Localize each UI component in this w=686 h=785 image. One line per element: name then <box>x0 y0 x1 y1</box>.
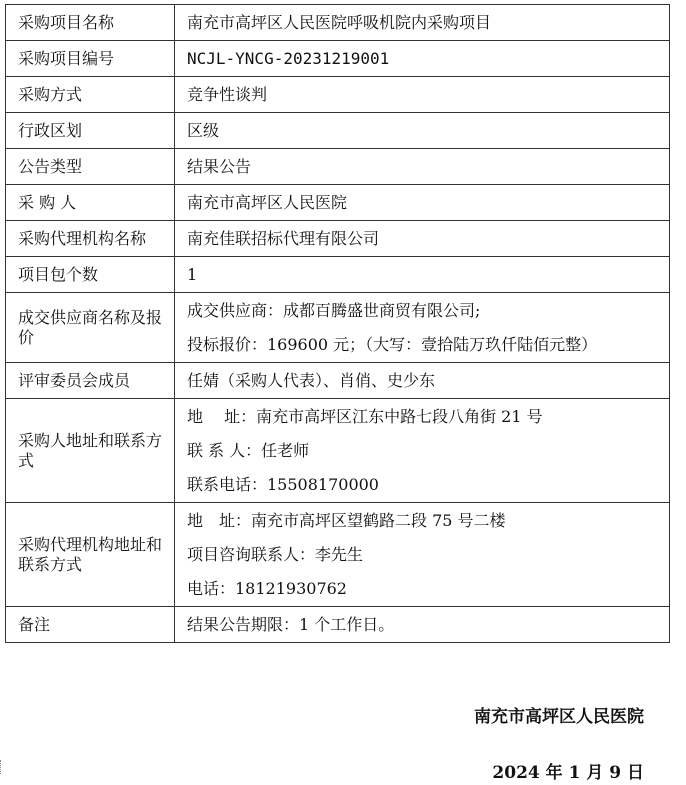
value-purchaser: 南充市高坪区人民医院 <box>175 185 670 221</box>
announcement-table <box>5 4 670 643</box>
row-notice-type <box>6 149 670 185</box>
row-purchaser <box>6 185 670 221</box>
agency-contact-person-line: 项目咨询联系人：李先生 <box>187 545 364 564</box>
row-remarks <box>6 607 670 643</box>
agency-phone-line: 电话：18121930762 <box>187 579 347 598</box>
label-purchaser: 采 购 人 <box>6 185 175 221</box>
label-notice-type: 公告类型 <box>6 149 175 185</box>
row-project-name <box>6 5 670 41</box>
row-purchaser-contact <box>6 399 670 503</box>
value-package-count: 1 <box>175 257 670 293</box>
label-project-number: 采购项目编号 <box>6 41 175 77</box>
purchaser-address-line: 地 址：南充市高坪区江东中路七段八角街 21 号 <box>187 407 543 426</box>
row-agency-name <box>6 221 670 257</box>
row-review-committee <box>6 363 670 399</box>
value-agency-name: 南充佳联招标代理有限公司 <box>175 221 670 257</box>
signature-organization: 南充市高坪区人民医院 <box>474 707 644 727</box>
label-agency-name: 采购代理机构名称 <box>6 221 175 257</box>
purchaser-phone-line: 联系电话：15508170000 <box>187 475 379 494</box>
value-procurement-method: 竞争性谈判 <box>175 77 670 113</box>
label-supplier-quote: 成交供应商名称及报价 <box>6 293 175 363</box>
label-review-committee: 评审委员会成员 <box>6 363 175 399</box>
label-project-name: 采购项目名称 <box>6 5 175 41</box>
agency-address-line: 地 址：南充市高坪区望鹤路二段 75 号二楼 <box>187 511 506 530</box>
label-purchaser-contact: 采购人地址和联系方式 <box>6 399 175 503</box>
value-purchaser-contact <box>175 399 670 503</box>
value-project-number: NCJL-YNCG-20231219001 <box>175 41 670 77</box>
row-project-number <box>6 41 670 77</box>
value-remarks: 结果公告期限：1 个工作日。 <box>175 607 670 643</box>
value-admin-division: 区级 <box>175 113 670 149</box>
scan-edge-mark <box>0 760 3 774</box>
label-procurement-method: 采购方式 <box>6 77 175 113</box>
row-supplier-quote <box>6 293 670 363</box>
row-package-count <box>6 257 670 293</box>
value-supplier-quote <box>175 293 670 363</box>
bid-price-line: 投标报价：169600 元；（大写：壹拾陆万玖仟陆佰元整） <box>187 335 598 354</box>
label-agency-contact: 采购代理机构地址和联系方式 <box>6 503 175 607</box>
purchaser-contact-person-line: 联 系 人：任老师 <box>187 441 310 460</box>
supplier-name-line: 成交供应商：成都百腾盛世商贸有限公司; <box>187 301 481 320</box>
row-admin-division <box>6 113 670 149</box>
value-agency-contact <box>175 503 670 607</box>
value-notice-type: 结果公告 <box>175 149 670 185</box>
label-package-count: 项目包个数 <box>6 257 175 293</box>
value-review-committee: 任婧（采购人代表）、肖俏、史少东 <box>175 363 670 399</box>
row-procurement-method <box>6 77 670 113</box>
signature-date: 2024 年 1 月 9 日 <box>492 763 644 783</box>
label-remarks: 备注 <box>6 607 175 643</box>
row-agency-contact <box>6 503 670 607</box>
label-admin-division: 行政区划 <box>6 113 175 149</box>
value-project-name: 南充市高坪区人民医院呼吸机院内采购项目 <box>175 5 670 41</box>
